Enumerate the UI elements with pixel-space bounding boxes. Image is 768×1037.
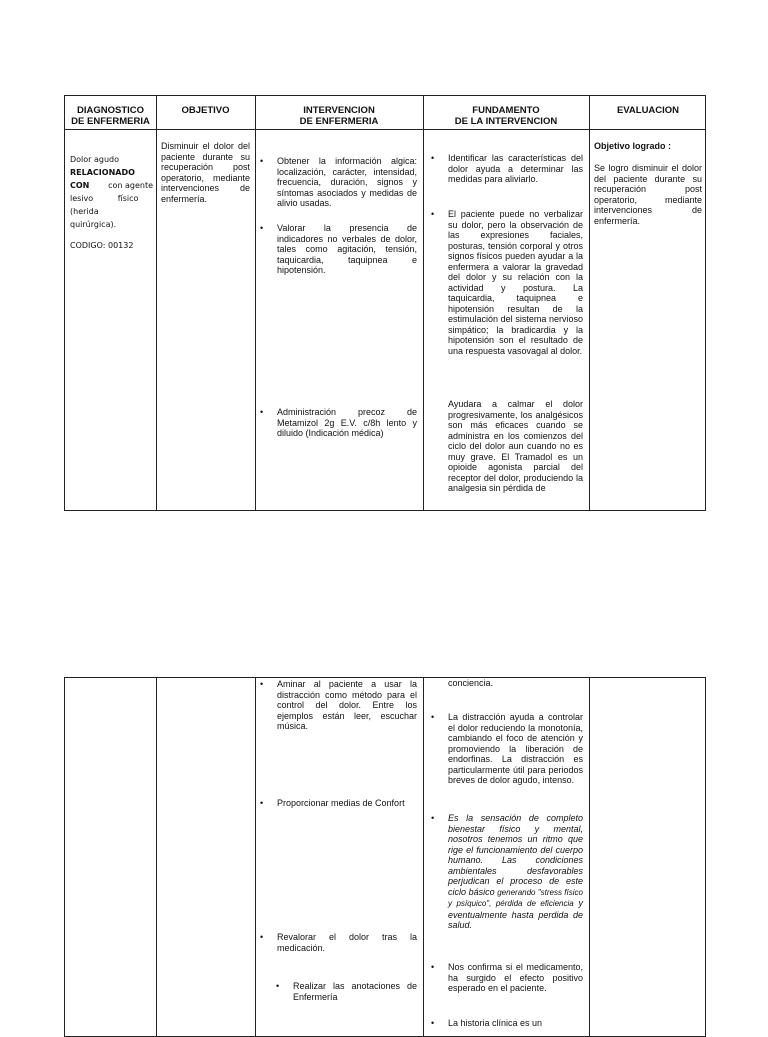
evaluacion-text: Se logro disminuir el dolor del paciente durante su recuperación post operatorio, mediante intervenciones de enfermería. xyxy=(594,163,702,226)
column-divider xyxy=(423,96,424,510)
fundamento-item: • La historia clínica es un xyxy=(448,1018,583,1029)
intervencion-item: • Obtener la información algica: localización, carácter, intensidad, frecuencia, duración, signos y síntomas asociados y medidas de alivio usadas. xyxy=(277,156,417,209)
intervencion-item: • Valorar la presencia de indicadores no verbales de dolor, tales como agitación, tensión, taquicardia, taquipnea e hipotensión. xyxy=(277,223,417,276)
diagnostico-con: CON xyxy=(70,181,90,190)
intervencion-item: • Proporcionar medias de Confort xyxy=(277,798,417,809)
fundamento-stress-text: generando "stress físico y psíquico", pérdida de eficiencia xyxy=(448,887,583,908)
care-plan-table-page2 xyxy=(64,677,706,1037)
intervencion-item: • Revalorar el dolor tras la medicación. xyxy=(277,932,417,953)
intervencion-subitem: • Realizar las anotaciones de Enfermería xyxy=(293,981,417,1002)
fundamento-item: • Identificar las características del dolor ayuda a determinar las medidas para aliviarlo. xyxy=(448,153,583,185)
column-divider xyxy=(255,96,256,510)
header-diagnostico: DIAGNOSTICO DE ENFERMERIA xyxy=(71,105,150,127)
column-divider xyxy=(156,678,157,1036)
column-divider xyxy=(156,96,157,510)
header-evaluacion: EVALUACION xyxy=(616,105,680,116)
header-intervencion: INTERVENCION DE ENFERMERIA xyxy=(299,105,379,127)
diagnostico-lesivo: lesivo físico xyxy=(70,194,139,203)
column-divider xyxy=(255,678,256,1036)
fundamento-item: • La distracción ayuda a controlar el dolor reduciendo la monotonía, cambiando el foco de atención y promoviendo la liberación de endorfinas. La distracción es particularmente útil para periodos breves de dolor agudo, intenso. xyxy=(448,712,583,786)
fundamento-item: • Ayudara a calmar el dolor progresivamente, los analgésicos son más eficaces cuando se administra en los comienzos del ciclo del dolor aun cuando no es muy grave. El Tramadol es un opioide agonista parcial del receptor del dolor, produciendo la analgesia sin pérdida de xyxy=(448,399,583,511)
header-objetivo: OBJETIVO xyxy=(181,105,230,116)
column-divider xyxy=(589,96,590,510)
intervencion-item: • Aminar al paciente a usar la distracción como método para el control del dolor. Entre los ejemplos están leer, escuchar música. xyxy=(277,679,417,732)
diagnostico-herida: (herida xyxy=(70,207,99,216)
diagnostico-agente: con agente xyxy=(108,181,153,190)
evaluacion-title: Objetivo logrado : xyxy=(594,141,672,151)
diagnostico-quirurgica: quirúrgica). xyxy=(70,220,117,229)
objetivo-text: Disminuir el dolor del paciente durante su recuperación post operatorio, mediante intervenciones de enfermería. xyxy=(161,141,250,204)
diagnostico-cell xyxy=(70,153,153,252)
fundamento-item: • Es la sensación de completo bienestar físico y mental, nosotros tenemos un ritmo que rige el funcionamiento del cuerpo humano. Las condiciones ambientales desfavorables perjudican el proceso de este ciclo básico generando "stress físico y psíquico", pérdida de eficiencia y eventualmente hasta perdida de salud. xyxy=(448,813,583,931)
intervencion-item: • Administración precoz de Metamizol 2g E.V. c/8h lento y diluido (Indicación médica) xyxy=(277,407,417,439)
column-divider xyxy=(589,678,590,1036)
diagnostico-codigo: CODIGO: 00132 xyxy=(70,241,134,250)
diagnostico-line: Dolor agudo xyxy=(70,155,120,164)
diagnostico-relacionado: RELACIONADO xyxy=(70,168,135,177)
fundamento-continuation: conciencia. xyxy=(448,678,494,688)
column-divider xyxy=(423,678,424,1036)
fundamento-item: • Nos confirma si el medicamento, ha surgido el efecto positivo esperado en el paciente. xyxy=(448,962,583,994)
fundamento-item: • El paciente puede no verbalizar su dolor, pero la observación de las expresiones faciales, posturas, tensión corporal y otros signos físicos pueden ayudar a la enfermera a valorar la gravedad del dolor y su relación con la actividad y postura. La taquicardia, taquipnea e hipotensión resultan de la estimulación del sistema nervioso simpático; la bradicardia y la hipotensión son el resultado de una respuesta vasovagal al dolor. xyxy=(448,209,583,356)
header-fundamento: FUNDAMENTO DE LA INTERVENCION xyxy=(454,105,558,127)
care-plan-table-page1 xyxy=(64,95,706,511)
header-divider xyxy=(65,129,705,130)
